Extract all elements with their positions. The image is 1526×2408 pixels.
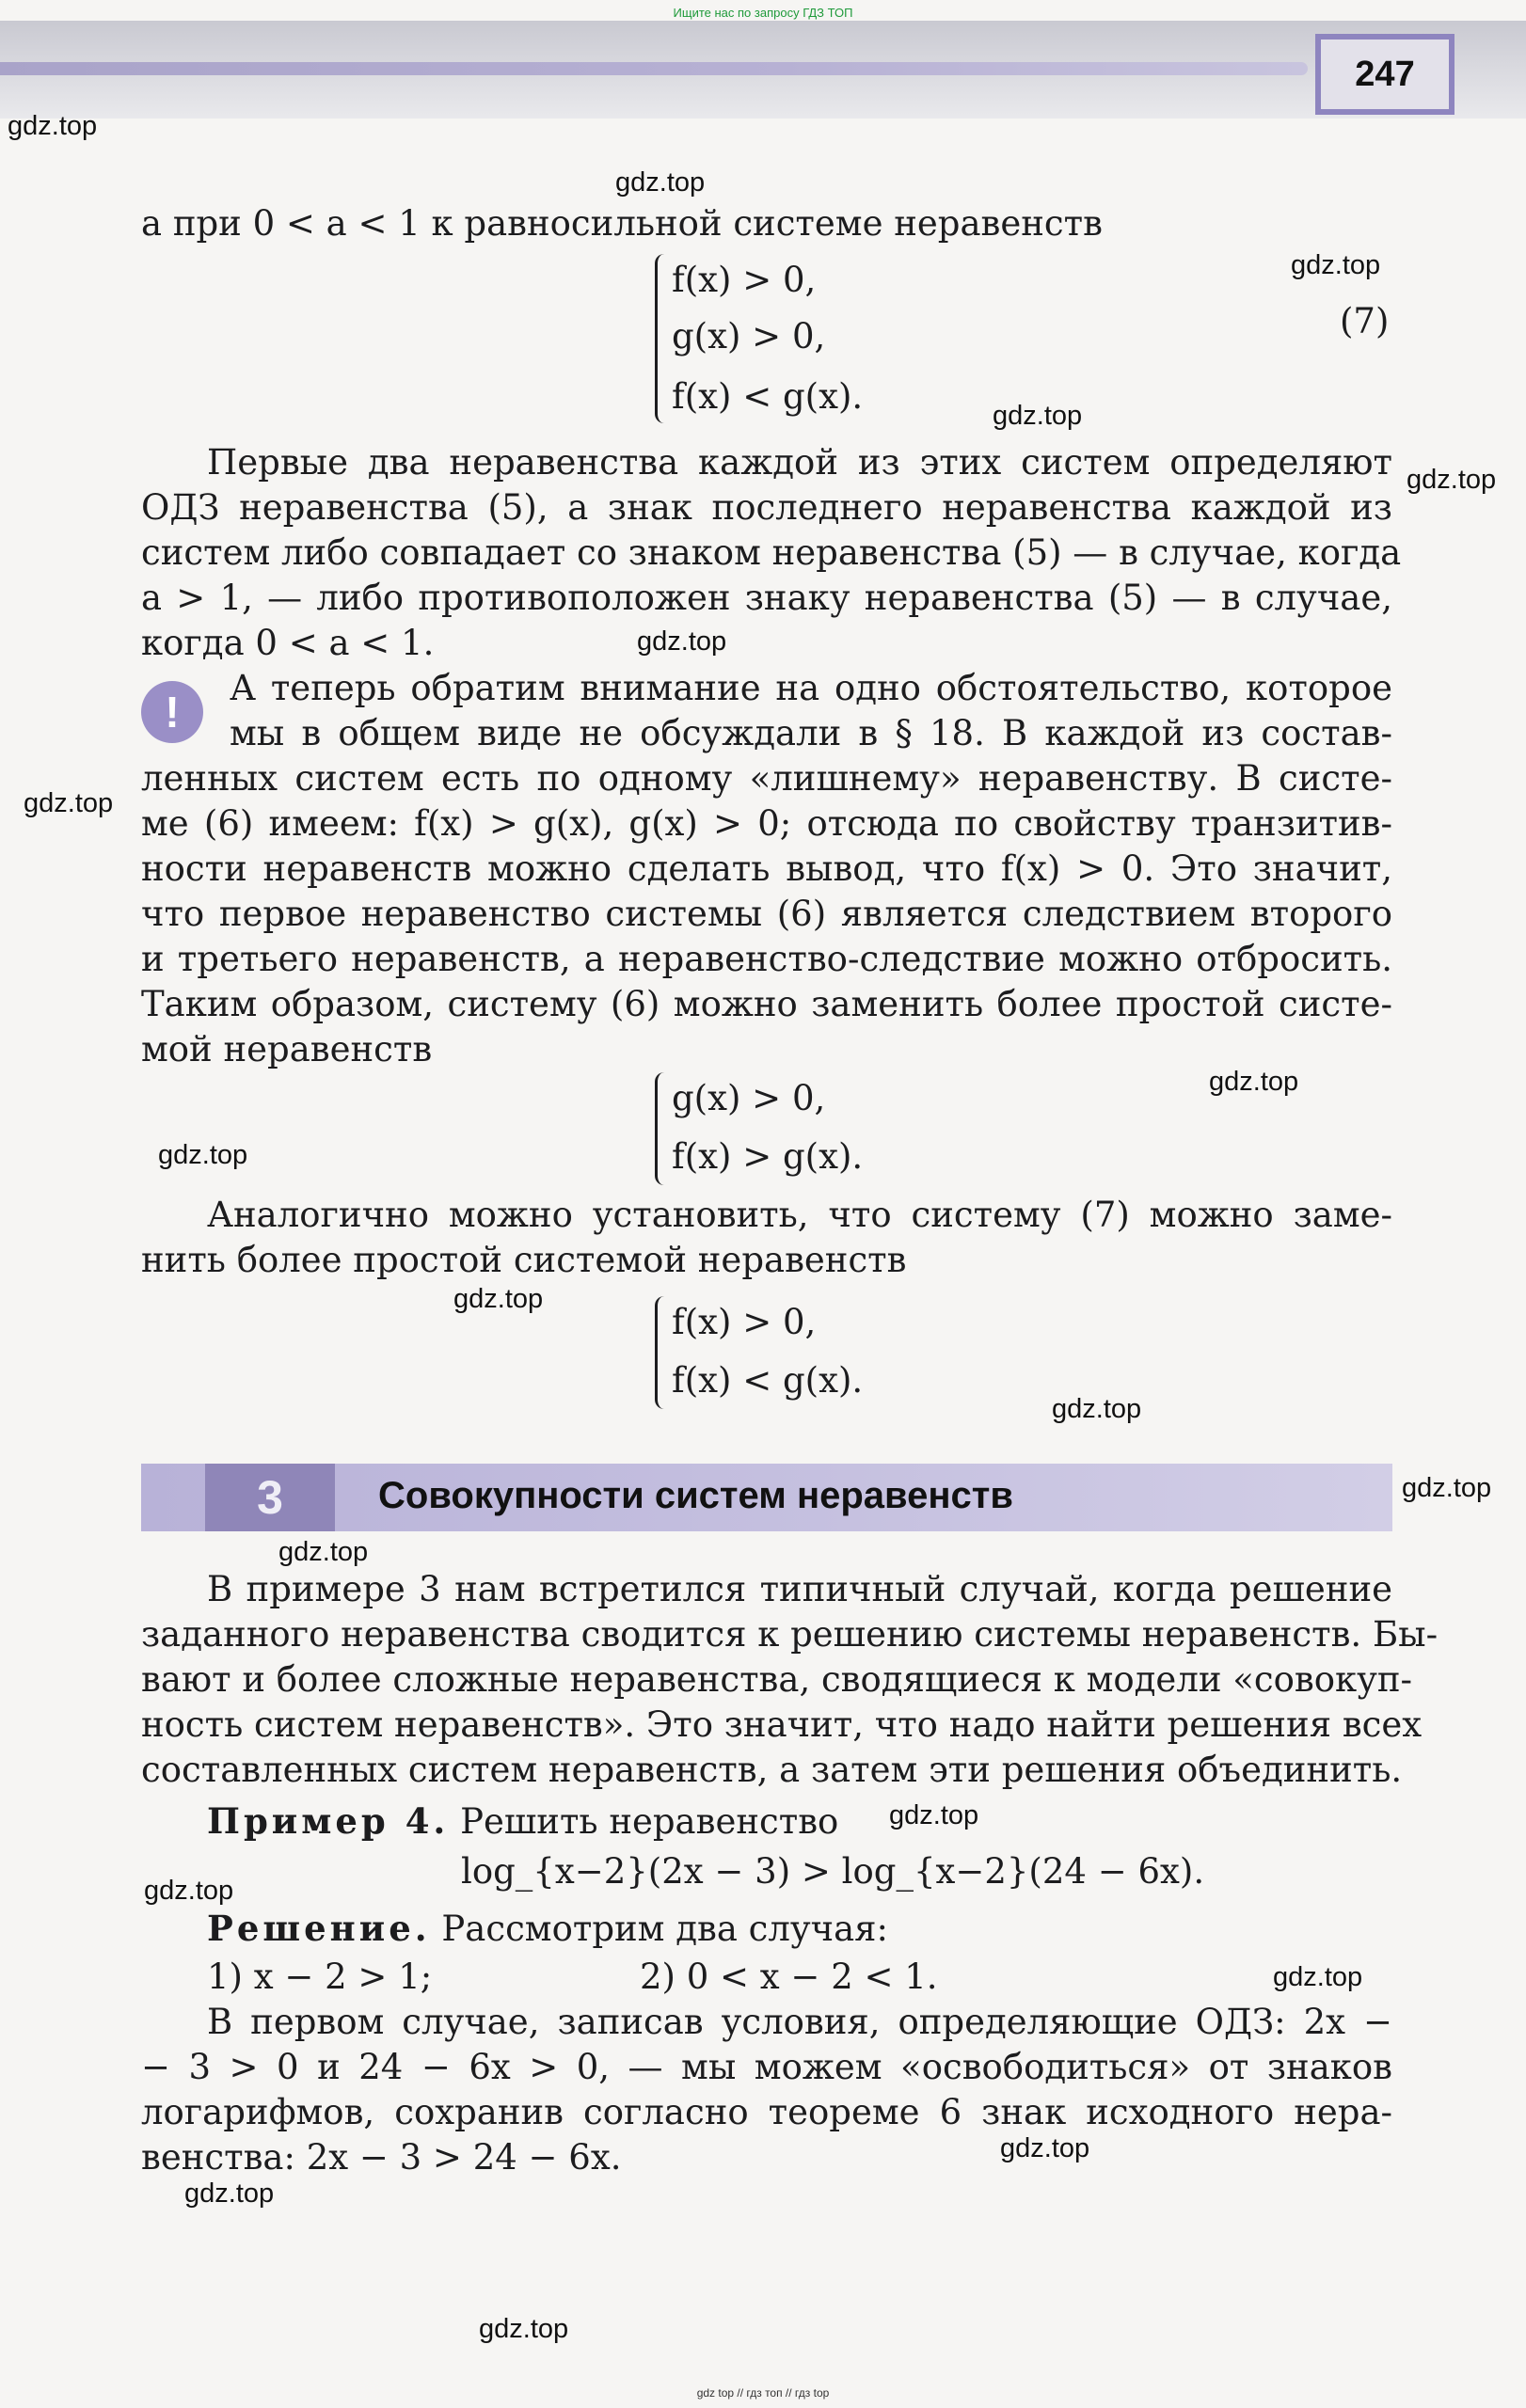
text-line: вают и более сложные неравенства, сводящиеся к модели «совокуп- <box>141 1659 1413 1700</box>
text-line: ность систем неравенств». Это значит, что надо найти решения всех <box>141 1704 1423 1745</box>
watermark: gdz.top <box>637 626 727 657</box>
bottom-notice: gdz top // гдз топ // гдз top <box>696 2386 830 2400</box>
text-line: заданного неравенства сводится к решению системы неравенств. Бы- <box>141 1614 1439 1655</box>
watermark: gdz.top <box>1291 250 1381 280</box>
text-line: ме (6) имеем: f(x) > g(x), g(x) > 0; отсюда по свойству транзитив- <box>141 803 1392 844</box>
watermark: gdz.top <box>1407 465 1497 495</box>
watermark: gdz.top <box>1273 1962 1363 1992</box>
text-line: систем либо совпадает со знаком неравенства (5) — в случае, когда <box>141 532 1402 573</box>
text-line: В примере 3 нам встретился типичный случай, когда решение <box>207 1569 1392 1609</box>
watermark: gdz.top <box>993 401 1083 431</box>
text-line: а при 0 < a < 1 к равносильной системе неравенств <box>141 203 1103 244</box>
text-line: мой неравенств <box>141 1029 433 1069</box>
text-line: ленных систем есть по одному «лишнему» неравенству. В систе- <box>141 758 1392 799</box>
attention-icon: ! <box>141 681 203 743</box>
text-line: a > 1, — либо противоположен знаку неравенства (5) — в случае, <box>141 578 1392 618</box>
text-line: нить более простой системой неравенств <box>141 1240 907 1280</box>
top-search-notice: Ищите нас по запросу ГДЗ ТОП <box>673 6 853 20</box>
solution-label: Решение. <box>207 1908 431 1949</box>
watermark: gdz.top <box>615 167 706 198</box>
watermark: gdz.top <box>479 2314 569 2344</box>
watermark: gdz.top <box>1209 1067 1299 1097</box>
system7-eq2: g(x) > 0, <box>672 316 826 356</box>
text-line: − 3 > 0 и 24 − 6x > 0, — мы можем «освободиться» от знаков <box>141 2047 1392 2087</box>
watermark: gdz.top <box>24 788 114 818</box>
example-text: Решить неравенство <box>460 1801 839 1842</box>
example-label: Пример 4. <box>207 1800 450 1842</box>
system7-eq1: f(x) > 0, <box>672 260 817 300</box>
text-line: когда 0 < a < 1. <box>141 623 435 663</box>
text-line: ОДЗ неравенства (5), а знак последнего неравенства каждой из <box>141 487 1392 528</box>
text-line: ности неравенств можно сделать вывод, что f(x) > 0. Это значит, <box>141 848 1392 889</box>
case-1: 1) x − 2 > 1; <box>207 1956 433 1997</box>
text-line: и третьего неравенств, а неравенство-следствие можно отбросить. <box>141 939 1392 979</box>
text-line: В первом случае, записав условия, определяющие ОДЗ: 2x − <box>207 2002 1392 2042</box>
page-header-stripe <box>0 62 1308 75</box>
solution-text: Рассмотрим два случая: <box>441 1909 888 1949</box>
text-line: логарифмов, сохранив согласно теореме 6 знак исходного нера- <box>141 2092 1392 2132</box>
watermark: gdz.top <box>1052 1394 1142 1424</box>
example-line <box>207 1798 1458 1845</box>
example-formula: log_{x−2}(2x − 3) > log_{x−2}(24 − 6x). <box>461 1851 1205 1892</box>
system-b-eq2: f(x) < g(x). <box>672 1360 864 1401</box>
text-line: мы в общем виде не обсуждали в § 18. В каждой из состав- <box>230 713 1392 753</box>
text-line: Таким образом, систему (6) можно заменить более простой систе- <box>141 984 1392 1024</box>
watermark: gdz.top <box>158 1140 248 1170</box>
case-2: 2) 0 < x − 2 < 1. <box>640 1956 938 1997</box>
watermark: gdz.top <box>144 1876 234 1906</box>
text-line: что первое неравенство системы (6) является следствием второго <box>141 894 1392 934</box>
text-line: составленных систем неравенств, а затем эти решения объединить. <box>141 1750 1403 1790</box>
watermark: gdz.top <box>1000 2133 1090 2163</box>
watermark: gdz.top <box>1402 1473 1492 1503</box>
page-number: 247 <box>1315 34 1454 115</box>
watermark: gdz.top <box>889 1800 979 1830</box>
system-b-eq1: f(x) > 0, <box>672 1302 817 1342</box>
text-line: Аналогично можно установить, что систему (7) можно заме- <box>207 1195 1392 1235</box>
section-title: Совокупности систем неравенств <box>378 1475 1013 1516</box>
watermark: gdz.top <box>184 2178 275 2209</box>
system7-eq3: f(x) < g(x). <box>672 376 864 417</box>
watermark: gdz.top <box>278 1537 369 1567</box>
equation-number: (7) <box>1340 301 1390 341</box>
text-line: Первые два неравенства каждой из этих систем определяют <box>207 442 1392 483</box>
system-a-eq1: g(x) > 0, <box>672 1078 826 1118</box>
solution-line <box>207 1906 1458 1952</box>
section-number: 3 <box>205 1464 335 1531</box>
watermark: gdz.top <box>453 1284 544 1314</box>
watermark: gdz.top <box>8 111 98 141</box>
text-line: венства: 2x − 3 > 24 − 6x. <box>141 2137 622 2178</box>
system-a-eq2: f(x) > g(x). <box>672 1136 864 1177</box>
text-line: А теперь обратим внимание на одно обстоятельство, которое <box>230 668 1392 708</box>
